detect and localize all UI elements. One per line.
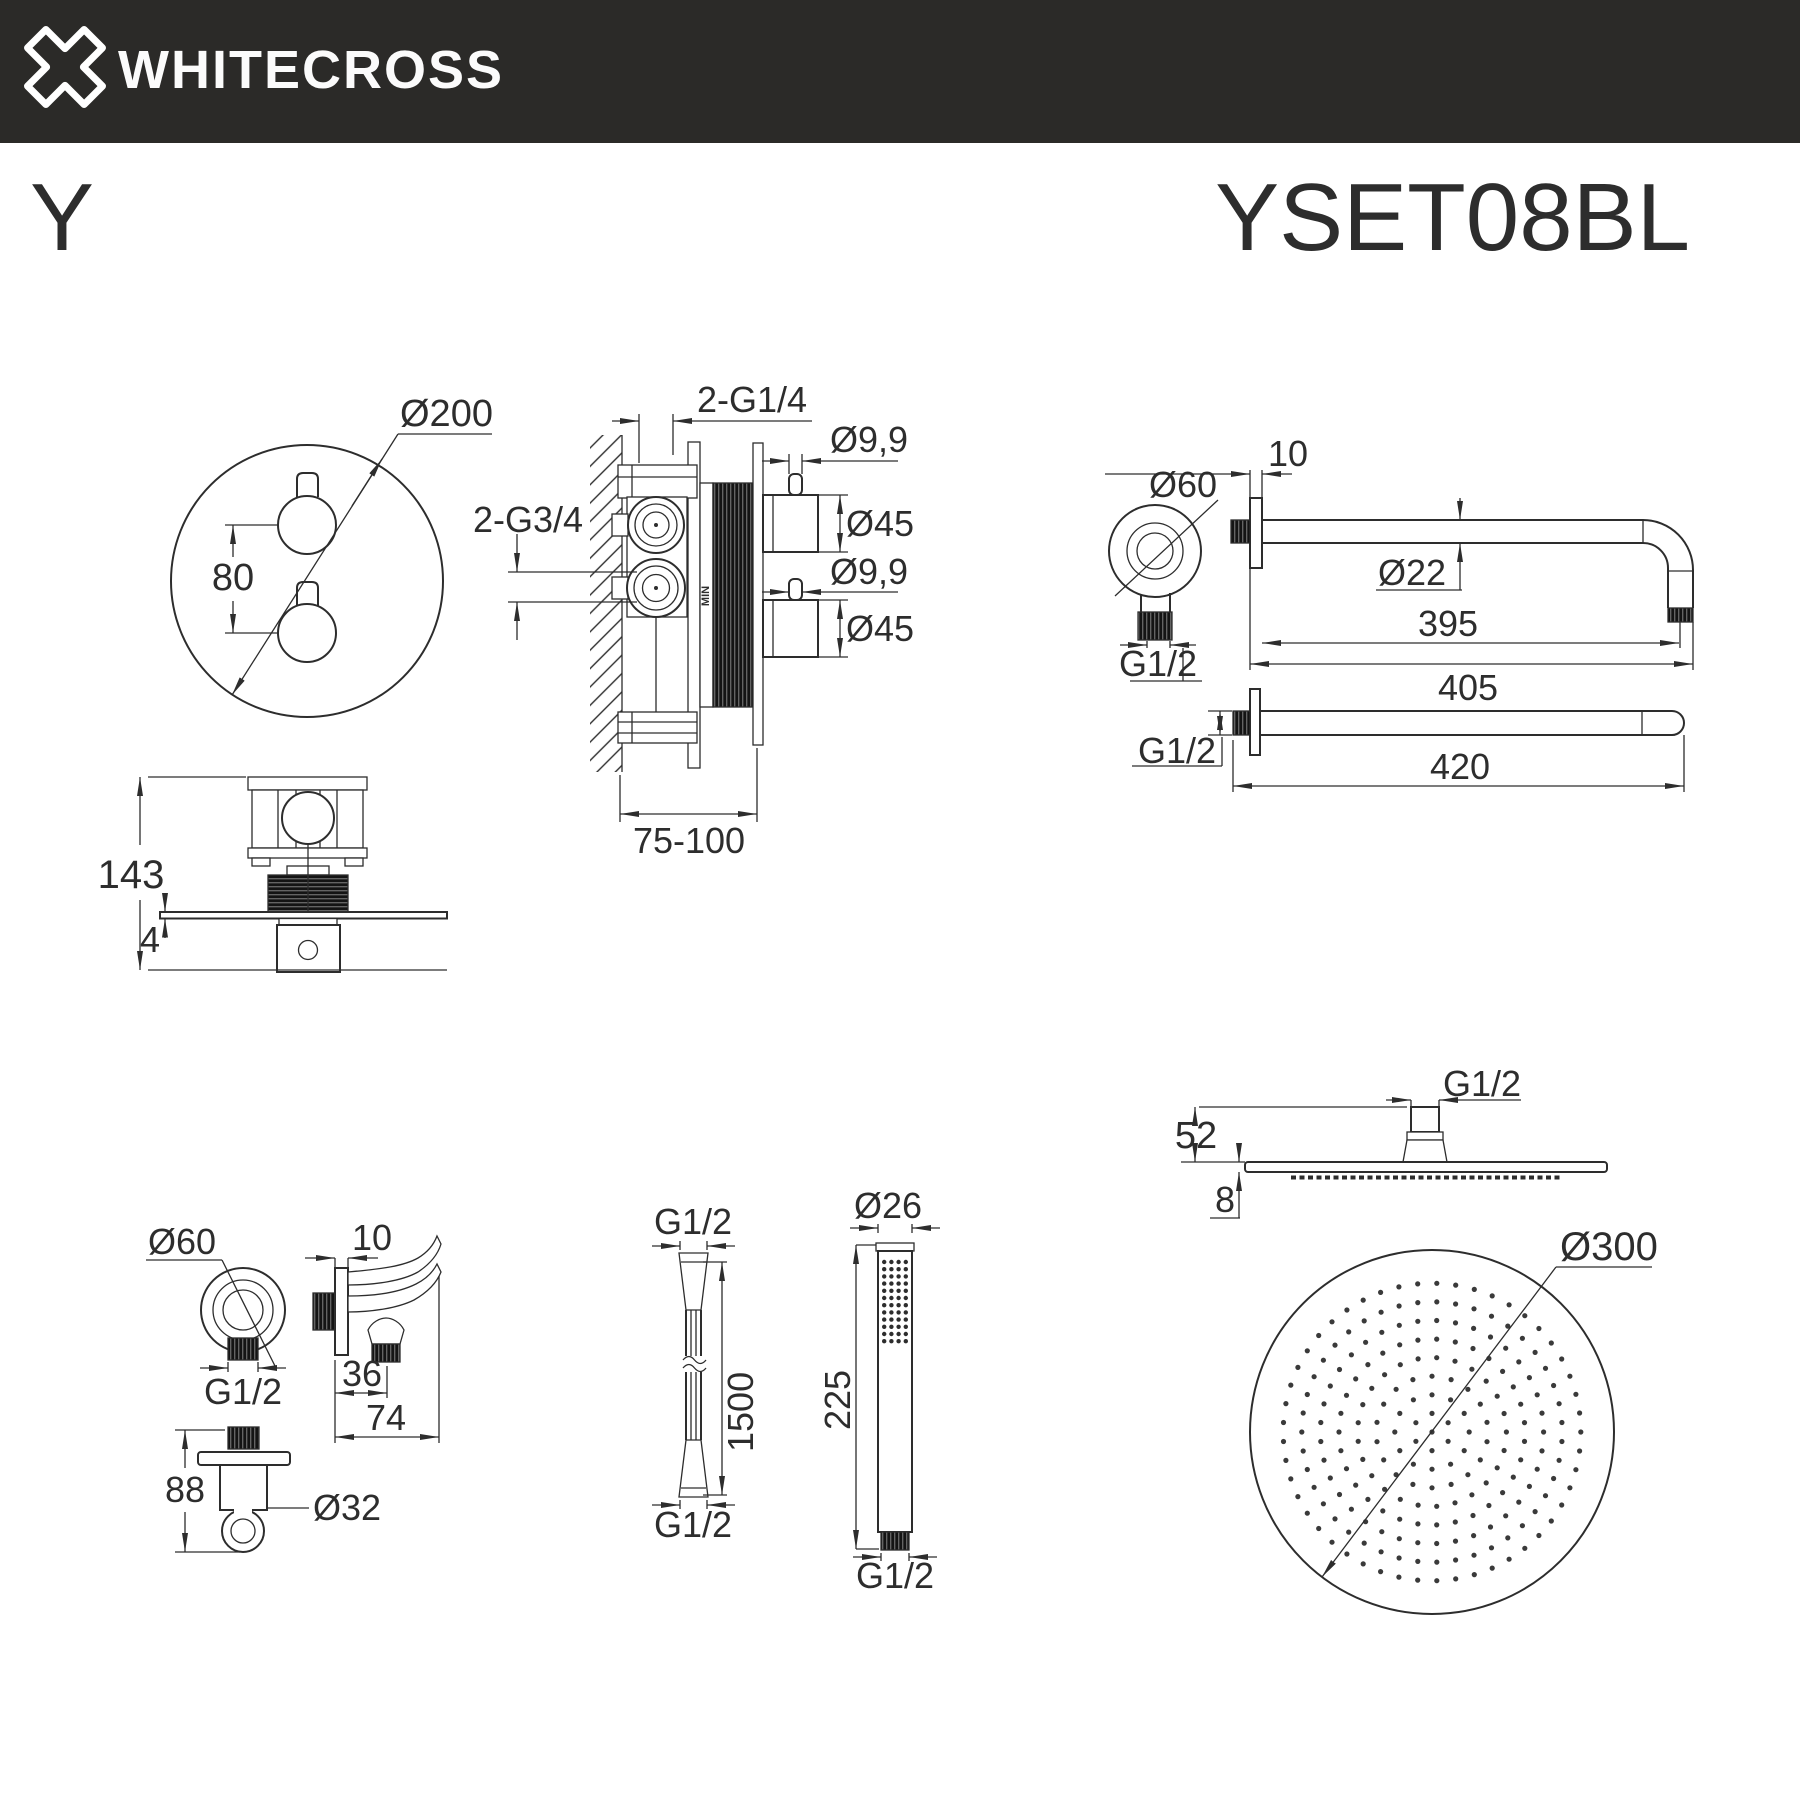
holder-hook-gap (234, 1504, 252, 1518)
top-bracket (618, 465, 697, 498)
upper-handle (763, 495, 818, 552)
wall-outlet-drawing (146, 1217, 441, 1552)
handle-upper-label: Ø45 (846, 503, 915, 544)
handle-lower-label: Ø45 (846, 608, 915, 649)
hand-shower-drawing (817, 1185, 940, 1596)
ports-top-label: 2-G1/4 (697, 379, 808, 420)
outlet-depth-label: 74 (365, 1397, 407, 1438)
ceiling-arm-length-label: 420 (1429, 746, 1491, 787)
arm-pipe-dia-label: Ø22 (1378, 552, 1447, 593)
header-banner (0, 0, 1800, 143)
brand-text: WHITECROSS (118, 40, 505, 100)
hose-drawing (652, 1201, 761, 1545)
min-depth-marking: MIN (700, 585, 712, 607)
shower-head-face-drawing (1250, 1225, 1658, 1614)
arm-thread-end (1138, 612, 1172, 640)
head-plate-side (1245, 1162, 1607, 1172)
plate-thickness-label: 4 (139, 919, 161, 960)
outlet-flange-thickness-label: 10 (352, 1217, 393, 1258)
bottom-bracket (618, 712, 697, 743)
valve-cartridge-thread (713, 483, 753, 707)
valve-height-label: 143 (97, 853, 165, 897)
head-diameter-label: Ø300 (1560, 1225, 1658, 1269)
handshower-dia-label: Ø26 (853, 1185, 923, 1226)
arm-length-overall-label: 405 (1437, 667, 1499, 708)
arm-flange-dia-label: Ø60 (1149, 464, 1218, 505)
outlet-thread-label: G1/2 (203, 1371, 283, 1412)
lower-handle-pin (789, 579, 802, 600)
arm-length-inner-label: 395 (1417, 603, 1479, 644)
outlet-dia-label: Ø60 (148, 1221, 217, 1262)
lower-knob-stem (297, 582, 318, 606)
pin-lower-label: Ø9,9 (830, 551, 909, 592)
ceiling-arm-thread-label: G1/2 (1137, 730, 1217, 771)
model-label: YSET08BL (1215, 164, 1690, 271)
head-height-label: 52 (1174, 1115, 1218, 1157)
depth-range-label: 75-100 (632, 820, 746, 861)
head-connector (1411, 1107, 1439, 1132)
series-label: Y (30, 164, 95, 271)
handshower-body (878, 1251, 912, 1532)
outer-plate (753, 443, 763, 745)
hose-length-label: 1500 (720, 1371, 761, 1452)
ceiling-arm-flange (1250, 689, 1260, 755)
outlet-offset-label: 36 (341, 1353, 383, 1394)
head-plate-thickness-label: 8 (1214, 1179, 1236, 1220)
lower-handle (763, 600, 818, 657)
shower-head-side-drawing (1175, 1063, 1607, 1220)
valve-section-drawing (473, 379, 914, 861)
hose-break-gap (683, 1356, 705, 1372)
pin-upper-label: Ø9,9 (830, 419, 909, 460)
valve-body-port (282, 792, 334, 844)
upper-handle-pin (789, 474, 802, 495)
wall-hatch (590, 435, 622, 772)
trim-plate-drawing (171, 393, 493, 717)
handshower-thread-label: G1/2 (855, 1555, 935, 1596)
arm-flange-thickness-label: 10 (1268, 433, 1309, 474)
outlet-height-label: 88 (164, 1469, 206, 1510)
valve-front-drawing (98, 777, 447, 972)
outlet-wall-flange (335, 1268, 348, 1355)
plate-diameter-label: Ø200 (400, 393, 493, 435)
upper-knob-stem (297, 473, 318, 497)
holder-body-front (220, 1465, 267, 1510)
escutcheon-plate (160, 912, 447, 919)
knob-spacing-label: 80 (211, 557, 255, 599)
wall-arm-drawing (1105, 433, 1693, 708)
handshower-length-label: 225 (817, 1369, 858, 1430)
arm-thread-label: G1/2 (1118, 643, 1198, 684)
arm-wall-flange (1250, 498, 1262, 568)
head-thread-label: G1/2 (1443, 1063, 1522, 1104)
hose-thread-bottom-label: G1/2 (653, 1504, 733, 1545)
hose-thread-top-label: G1/2 (653, 1201, 733, 1242)
ports-left-label: 2-G3/4 (473, 499, 584, 540)
holder-dia-label: Ø32 (313, 1487, 382, 1528)
lower-knob (278, 604, 336, 662)
ceiling-arm-drawing (1132, 689, 1684, 792)
